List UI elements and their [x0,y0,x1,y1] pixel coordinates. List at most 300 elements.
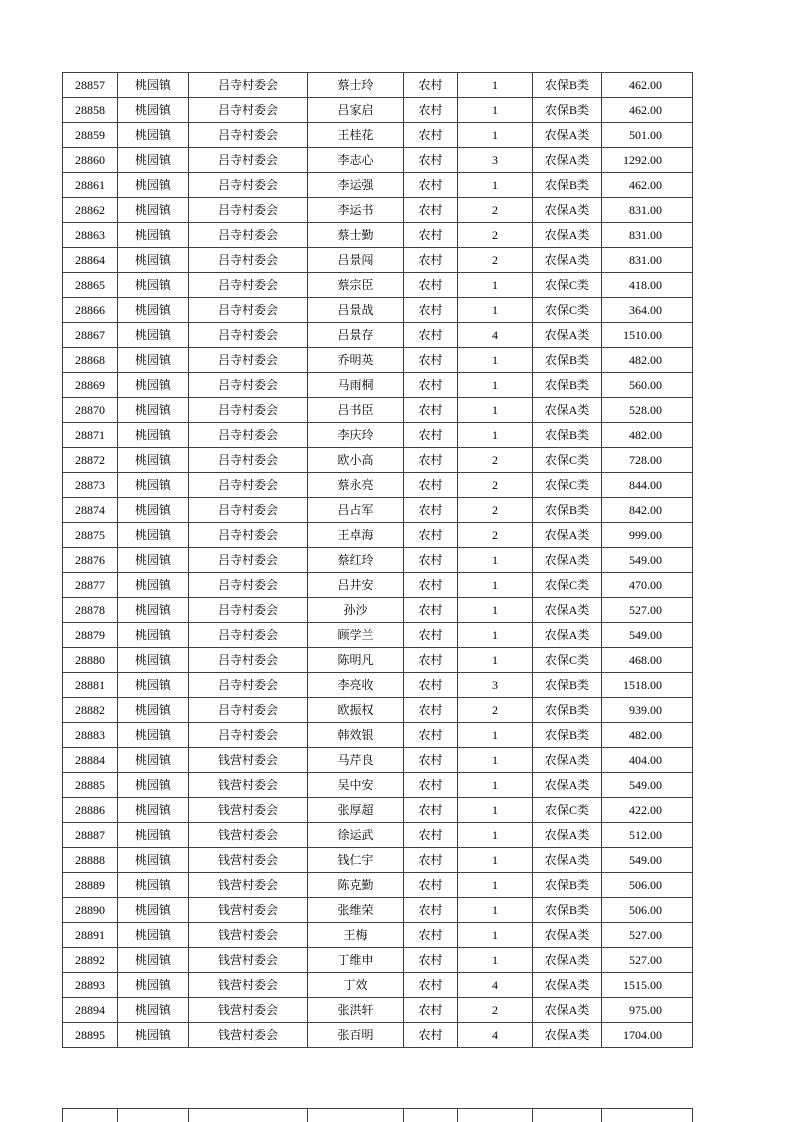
table-row [63,873,693,898]
cell-person-name: 李庆玲 [308,423,404,448]
cell-person-name: 徐运武 [308,823,404,848]
cell-person-name: 张百明 [308,1023,404,1048]
cell-record-id: 28862 [63,198,118,223]
cell-insurance-category: 农保A类 [533,598,602,623]
cell-insurance-category [533,1109,602,1122]
cell-amount: 560.00 [602,373,693,398]
cell-person-count: 1 [458,848,533,873]
cell-village-committee: 钱营村委会 [189,923,308,948]
cell-person-count: 2 [458,448,533,473]
cell-village-committee: 吕寺村委会 [189,673,308,698]
cell-amount: 527.00 [602,598,693,623]
cell-insurance-category: 农保A类 [533,773,602,798]
cell-residence-type: 农村 [404,998,458,1023]
cell-insurance-category: 农保A类 [533,623,602,648]
cell-person-count: 2 [458,473,533,498]
cell-insurance-category: 农保A类 [533,148,602,173]
table-row [63,448,693,473]
cell-person-count: 1 [458,773,533,798]
cell-residence-type: 农村 [404,348,458,373]
cell-person-count: 1 [458,573,533,598]
cell-amount: 831.00 [602,223,693,248]
table-row [63,673,693,698]
cell-residence-type: 农村 [404,823,458,848]
cell-town: 桃园镇 [118,948,189,973]
cell-record-id: 28892 [63,948,118,973]
cell-insurance-category: 农保A类 [533,548,602,573]
cell-town: 桃园镇 [118,348,189,373]
table-row [63,98,693,123]
cell-insurance-category: 农保A类 [533,198,602,223]
cell-insurance-category: 农保A类 [533,973,602,998]
cell-insurance-category: 农保B类 [533,898,602,923]
cell-town: 桃园镇 [118,498,189,523]
cell-insurance-category: 农保B类 [533,673,602,698]
cell-record-id: 28859 [63,123,118,148]
cell-record-id: 28861 [63,173,118,198]
cell-record-id: 28888 [63,848,118,873]
cell-person-name: 蔡红玲 [308,548,404,573]
cell-residence-type: 农村 [404,973,458,998]
cell-residence-type: 农村 [404,373,458,398]
cell-village-committee: 钱营村委会 [189,823,308,848]
cell-person-count: 1 [458,948,533,973]
cell-person-count: 2 [458,498,533,523]
cell-amount: 470.00 [602,573,693,598]
table-row [63,223,693,248]
cell-person-name: 吕书臣 [308,398,404,423]
cell-person-count: 4 [458,973,533,998]
table-row [63,398,693,423]
cell-amount: 1292.00 [602,148,693,173]
cell-village-committee: 吕寺村委会 [189,623,308,648]
cell-person-count [458,1109,533,1122]
pension-records-table [62,72,693,1048]
cell-amount: 512.00 [602,823,693,848]
cell-amount: 831.00 [602,248,693,273]
cell-residence-type: 农村 [404,423,458,448]
cell-town: 桃园镇 [118,573,189,598]
cell-town [118,1109,189,1122]
cell-insurance-category: 农保B类 [533,98,602,123]
cell-person-count: 2 [458,698,533,723]
cell-insurance-category: 农保C类 [533,448,602,473]
cell-residence-type: 农村 [404,273,458,298]
cell-amount: 527.00 [602,948,693,973]
cell-person-count: 1 [458,348,533,373]
cell-person-count: 2 [458,998,533,1023]
cell-record-id: 28869 [63,373,118,398]
cell-village-committee: 吕寺村委会 [189,248,308,273]
cell-insurance-category: 农保B类 [533,723,602,748]
cell-town: 桃园镇 [118,73,189,98]
cell-person-name: 王梅 [308,923,404,948]
cell-insurance-category: 农保A类 [533,323,602,348]
cell-amount: 939.00 [602,698,693,723]
table-row [63,148,693,173]
cell-amount: 528.00 [602,398,693,423]
cell-residence-type: 农村 [404,748,458,773]
cell-person-name: 吕景闯 [308,248,404,273]
cell-residence-type: 农村 [404,948,458,973]
table-row [63,548,693,573]
cell-amount: 506.00 [602,898,693,923]
cell-village-committee: 吕寺村委会 [189,573,308,598]
cell-person-name: 韩效银 [308,723,404,748]
cell-person-count: 1 [458,898,533,923]
cell-person-count: 1 [458,98,533,123]
cell-amount: 422.00 [602,798,693,823]
cell-town: 桃园镇 [118,898,189,923]
cell-record-id: 28883 [63,723,118,748]
table-row [63,648,693,673]
cell-residence-type: 农村 [404,173,458,198]
cell-amount: 975.00 [602,998,693,1023]
cell-residence-type: 农村 [404,1023,458,1048]
cell-town: 桃园镇 [118,473,189,498]
cell-person-name: 李志心 [308,148,404,173]
cell-amount: 482.00 [602,723,693,748]
table-row [63,748,693,773]
cell-insurance-category: 农保C类 [533,573,602,598]
table-row [63,323,693,348]
cell-town: 桃园镇 [118,698,189,723]
cell-person-name: 蔡士勤 [308,223,404,248]
cell-town: 桃园镇 [118,298,189,323]
cell-person-name: 吕景存 [308,323,404,348]
cell-town: 桃园镇 [118,373,189,398]
cell-town: 桃园镇 [118,273,189,298]
cell-amount: 364.00 [602,298,693,323]
cell-residence-type: 农村 [404,148,458,173]
cell-insurance-category: 农保A类 [533,823,602,848]
cell-insurance-category: 农保C类 [533,648,602,673]
cell-person-name: 吕占军 [308,498,404,523]
table-row [63,73,693,98]
cell-insurance-category: 农保A类 [533,948,602,973]
cell-village-committee: 吕寺村委会 [189,423,308,448]
cell-person-name: 吕景战 [308,298,404,323]
cell-residence-type: 农村 [404,848,458,873]
cell-town: 桃园镇 [118,98,189,123]
cell-record-id: 28886 [63,798,118,823]
cell-residence-type: 农村 [404,73,458,98]
cell-person-name: 张厚超 [308,798,404,823]
cell-amount: 482.00 [602,348,693,373]
cell-village-committee: 钱营村委会 [189,1023,308,1048]
cell-amount: 1518.00 [602,673,693,698]
cell-person-count: 4 [458,323,533,348]
cell-insurance-category: 农保B类 [533,173,602,198]
cell-residence-type: 农村 [404,223,458,248]
cell-record-id: 28879 [63,623,118,648]
cell-village-committee: 钱营村委会 [189,898,308,923]
cell-record-id: 28864 [63,248,118,273]
cell-person-name: 钱仁宇 [308,848,404,873]
cell-residence-type: 农村 [404,398,458,423]
cell-amount: 549.00 [602,623,693,648]
cell-village-committee: 钱营村委会 [189,973,308,998]
cell-amount: 527.00 [602,923,693,948]
cell-residence-type: 农村 [404,923,458,948]
cell-record-id: 28865 [63,273,118,298]
cell-residence-type: 农村 [404,698,458,723]
cell-person-name: 马雨桐 [308,373,404,398]
cell-insurance-category: 农保A类 [533,398,602,423]
cell-person-name: 张洪轩 [308,998,404,1023]
cell-insurance-category: 农保B类 [533,698,602,723]
cell-insurance-category: 农保B类 [533,498,602,523]
cell-town: 桃园镇 [118,123,189,148]
table-row [63,723,693,748]
cell-person-name: 张维荣 [308,898,404,923]
cell-amount: 462.00 [602,73,693,98]
cell-town: 桃园镇 [118,523,189,548]
cell-record-id: 28878 [63,598,118,623]
cell-village-committee: 吕寺村委会 [189,198,308,223]
cell-village-committee: 吕寺村委会 [189,373,308,398]
cell-person-count: 1 [458,623,533,648]
cell-insurance-category: 农保A类 [533,123,602,148]
cell-village-committee: 吕寺村委会 [189,98,308,123]
cell-town: 桃园镇 [118,148,189,173]
cell-record-id: 28889 [63,873,118,898]
cell-town: 桃园镇 [118,173,189,198]
cell-village-committee: 吕寺村委会 [189,148,308,173]
cell-village-committee: 吕寺村委会 [189,173,308,198]
cell-town: 桃园镇 [118,848,189,873]
cell-record-id: 28887 [63,823,118,848]
cell-town: 桃园镇 [118,448,189,473]
partial-row-body [63,1109,693,1122]
cell-person-count: 1 [458,173,533,198]
cell-person-count: 1 [458,723,533,748]
cell-person-count: 1 [458,548,533,573]
table-row [63,273,693,298]
cell-town: 桃园镇 [118,323,189,348]
cell-record-id: 28874 [63,498,118,523]
cell-insurance-category: 农保A类 [533,523,602,548]
cell-person-name: 吕家启 [308,98,404,123]
cell-insurance-category: 农保B类 [533,423,602,448]
cell-residence-type: 农村 [404,248,458,273]
cell-amount: 418.00 [602,273,693,298]
cell-village-committee: 吕寺村委会 [189,648,308,673]
cell-insurance-category: 农保A类 [533,848,602,873]
table-row [63,598,693,623]
table-row [63,523,693,548]
cell-record-id: 28881 [63,673,118,698]
cell-person-count: 3 [458,148,533,173]
cell-person-count: 1 [458,748,533,773]
cell-amount: 844.00 [602,473,693,498]
cell-residence-type: 农村 [404,473,458,498]
cell-amount: 1510.00 [602,323,693,348]
cell-person-count: 1 [458,798,533,823]
cell-person-count: 1 [458,923,533,948]
cell-village-committee: 钱营村委会 [189,998,308,1023]
cell-amount: 468.00 [602,648,693,673]
cell-person-name: 乔明英 [308,348,404,373]
cell-village-committee: 吕寺村委会 [189,548,308,573]
table-row [63,848,693,873]
cell-town: 桃园镇 [118,198,189,223]
cell-amount: 506.00 [602,873,693,898]
table-row [63,173,693,198]
cell-person-name: 吕井安 [308,573,404,598]
cell-record-id: 28891 [63,923,118,948]
cell-village-committee: 吕寺村委会 [189,473,308,498]
cell-person-name: 欧小高 [308,448,404,473]
table-row [63,298,693,323]
cell-record-id: 28870 [63,398,118,423]
cell-residence-type: 农村 [404,573,458,598]
cell-person-count: 1 [458,298,533,323]
cell-residence-type: 农村 [404,598,458,623]
table-row [63,1023,693,1048]
partial-next-row [62,1108,693,1122]
cell-residence-type: 农村 [404,773,458,798]
cell-person-count: 1 [458,423,533,448]
cell-insurance-category: 农保A类 [533,998,602,1023]
cell-village-committee: 钱营村委会 [189,873,308,898]
cell-record-id: 28863 [63,223,118,248]
cell-village-committee: 吕寺村委会 [189,698,308,723]
cell-amount: 549.00 [602,848,693,873]
table-row [63,498,693,523]
cell-residence-type: 农村 [404,198,458,223]
cell-insurance-category: 农保B类 [533,73,602,98]
cell-residence-type: 农村 [404,448,458,473]
cell-record-id: 28872 [63,448,118,473]
cell-village-committee: 吕寺村委会 [189,323,308,348]
cell-person-count: 1 [458,823,533,848]
cell-town: 桃园镇 [118,623,189,648]
cell-village-committee: 钱营村委会 [189,948,308,973]
table-row [63,948,693,973]
cell-person-name: 蔡永亮 [308,473,404,498]
cell-amount: 842.00 [602,498,693,523]
cell-residence-type: 农村 [404,498,458,523]
cell-village-committee: 吕寺村委会 [189,723,308,748]
cell-residence-type: 农村 [404,873,458,898]
cell-insurance-category: 农保B类 [533,348,602,373]
cell-town: 桃园镇 [118,673,189,698]
cell-person-name: 孙沙 [308,598,404,623]
cell-insurance-category: 农保A类 [533,248,602,273]
cell-record-id: 28866 [63,298,118,323]
cell-record-id: 28877 [63,573,118,598]
cell-town: 桃园镇 [118,398,189,423]
cell-residence-type: 农村 [404,298,458,323]
cell-person-count: 1 [458,373,533,398]
cell-person-name: 李运书 [308,198,404,223]
cell-town: 桃园镇 [118,773,189,798]
table-row [63,798,693,823]
cell-person-name: 马芹良 [308,748,404,773]
cell-insurance-category: 农保A类 [533,223,602,248]
cell-person-name: 蔡士玲 [308,73,404,98]
cell-record-id: 28894 [63,998,118,1023]
table-row [63,198,693,223]
cell-village-committee: 钱营村委会 [189,848,308,873]
cell-residence-type: 农村 [404,98,458,123]
cell-person-count: 2 [458,223,533,248]
cell-residence-type: 农村 [404,523,458,548]
cell-village-committee: 钱营村委会 [189,798,308,823]
cell-amount: 999.00 [602,523,693,548]
table-row [63,423,693,448]
cell-amount: 728.00 [602,448,693,473]
cell-person-count: 2 [458,523,533,548]
cell-record-id: 28895 [63,1023,118,1048]
cell-amount: 501.00 [602,123,693,148]
cell-insurance-category: 农保A类 [533,1023,602,1048]
cell-village-committee: 吕寺村委会 [189,523,308,548]
cell-town: 桃园镇 [118,823,189,848]
cell-town: 桃园镇 [118,748,189,773]
cell-insurance-category: 农保C类 [533,273,602,298]
cell-person-count: 3 [458,673,533,698]
table-row [63,998,693,1023]
cell-record-id: 28893 [63,973,118,998]
cell-insurance-category: 农保C类 [533,473,602,498]
cell-town: 桃园镇 [118,923,189,948]
cell-record-id: 28875 [63,523,118,548]
cell-person-name: 王卓海 [308,523,404,548]
cell-record-id: 28858 [63,98,118,123]
cell-record-id: 28880 [63,648,118,673]
table-row [63,248,693,273]
cell-village-committee: 钱营村委会 [189,773,308,798]
table-row [63,698,693,723]
cell-residence-type: 农村 [404,673,458,698]
cell-village-committee: 吕寺村委会 [189,348,308,373]
cell-record-id: 28884 [63,748,118,773]
cell-amount: 1704.00 [602,1023,693,1048]
cell-record-id [63,1109,118,1122]
cell-residence-type: 农村 [404,898,458,923]
cell-record-id: 28871 [63,423,118,448]
cell-insurance-category: 农保C类 [533,298,602,323]
cell-town: 桃园镇 [118,723,189,748]
cell-village-committee: 吕寺村委会 [189,498,308,523]
cell-amount: 831.00 [602,198,693,223]
cell-record-id: 28873 [63,473,118,498]
cell-person-name: 欧振权 [308,698,404,723]
cell-village-committee: 吕寺村委会 [189,123,308,148]
cell-village-committee: 钱营村委会 [189,748,308,773]
cell-amount: 549.00 [602,548,693,573]
cell-person-name [308,1109,404,1122]
cell-person-name: 顾学兰 [308,623,404,648]
cell-record-id: 28860 [63,148,118,173]
cell-insurance-category: 农保B类 [533,873,602,898]
table-row [63,348,693,373]
cell-record-id: 28882 [63,698,118,723]
cell-residence-type: 农村 [404,123,458,148]
cell-record-id: 28876 [63,548,118,573]
cell-record-id: 28868 [63,348,118,373]
cell-village-committee: 吕寺村委会 [189,273,308,298]
cell-person-count: 1 [458,123,533,148]
table-row [63,823,693,848]
table-row [63,573,693,598]
cell-amount: 549.00 [602,773,693,798]
cell-town: 桃园镇 [118,248,189,273]
cell-village-committee: 吕寺村委会 [189,448,308,473]
cell-town: 桃园镇 [118,998,189,1023]
